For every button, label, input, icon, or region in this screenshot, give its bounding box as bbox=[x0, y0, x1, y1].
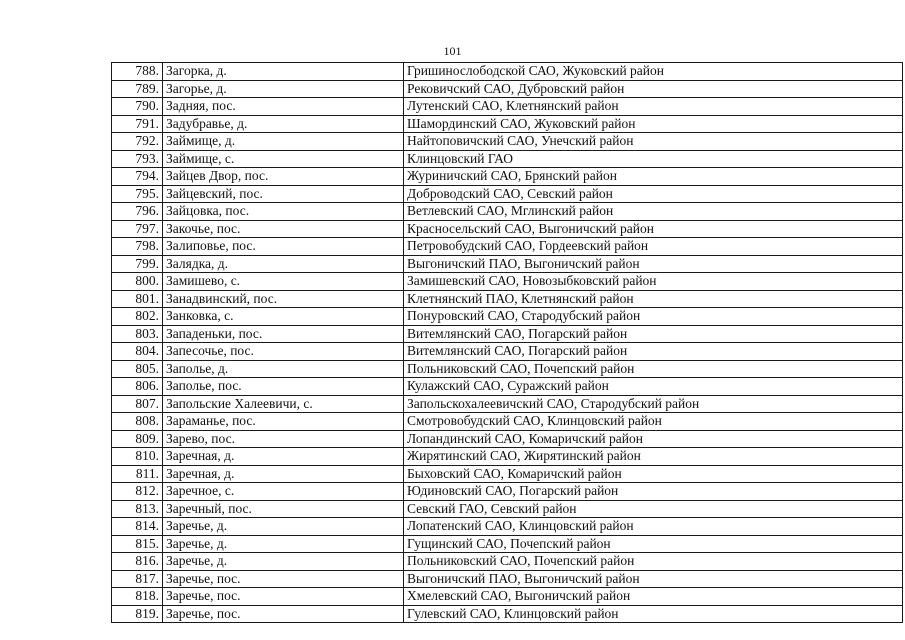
settlement-name-cell: Заречная, д. bbox=[163, 465, 404, 483]
row-number-cell: 791. bbox=[112, 115, 163, 133]
settlement-name-cell: Зайцевский, пос. bbox=[163, 185, 404, 203]
administrative-unit-cell: Гришинослободской САО, Жуковский район bbox=[404, 63, 903, 81]
row-number-cell: 789. bbox=[112, 80, 163, 98]
settlement-name-cell: Залиповье, пос. bbox=[163, 238, 404, 256]
settlement-name-cell: Зарево, пос. bbox=[163, 430, 404, 448]
row-number-cell: 790. bbox=[112, 98, 163, 116]
administrative-unit-cell: Рековичский САО, Дубровский район bbox=[404, 80, 903, 98]
administrative-unit-cell: Доброводский САО, Севский район bbox=[404, 185, 903, 203]
row-number-cell: 807. bbox=[112, 395, 163, 413]
row-number-cell: 798. bbox=[112, 238, 163, 256]
row-number-cell: 813. bbox=[112, 500, 163, 518]
settlement-name-cell: Заречье, д. bbox=[163, 518, 404, 536]
table-row bbox=[112, 483, 903, 501]
administrative-unit-cell: Шамординский САО, Жуковский район bbox=[404, 115, 903, 133]
administrative-unit-cell: Красносельский САО, Выгоничский район bbox=[404, 220, 903, 238]
table-row bbox=[112, 220, 903, 238]
table-row bbox=[112, 343, 903, 361]
table-row bbox=[112, 150, 903, 168]
settlement-name-cell: Займище, д. bbox=[163, 133, 404, 151]
administrative-unit-cell: Журиничский САО, Брянский район bbox=[404, 168, 903, 186]
administrative-unit-cell: Быховский САО, Комаричский район bbox=[404, 465, 903, 483]
table-row bbox=[112, 80, 903, 98]
administrative-unit-cell: Петровобудский САО, Гордеевский район bbox=[404, 238, 903, 256]
table-row bbox=[112, 518, 903, 536]
administrative-unit-cell: Ветлевский САО, Мглинский район bbox=[404, 203, 903, 221]
table-row bbox=[112, 395, 903, 413]
administrative-unit-cell: Лутенский САО, Клетнянский район bbox=[404, 98, 903, 116]
table-row bbox=[112, 378, 903, 396]
settlement-name-cell: Заполье, д. bbox=[163, 360, 404, 378]
administrative-unit-cell: Лопатенский САО, Клинцовский район bbox=[404, 518, 903, 536]
table-row bbox=[112, 570, 903, 588]
administrative-unit-cell: Витемлянский САО, Погарский район bbox=[404, 325, 903, 343]
row-number-cell: 811. bbox=[112, 465, 163, 483]
administrative-unit-cell: Хмелевский САО, Выгоничский район bbox=[404, 588, 903, 606]
administrative-unit-cell: Выгоничский ПАО, Выгоничский район bbox=[404, 570, 903, 588]
settlement-name-cell: Займище, с. bbox=[163, 150, 404, 168]
settlement-name-cell: Закочье, пос. bbox=[163, 220, 404, 238]
row-number-cell: 799. bbox=[112, 255, 163, 273]
table-row bbox=[112, 465, 903, 483]
table-row bbox=[112, 605, 903, 623]
row-number-cell: 793. bbox=[112, 150, 163, 168]
settlement-name-cell: Заречный, пос. bbox=[163, 500, 404, 518]
table-row bbox=[112, 255, 903, 273]
table-body bbox=[112, 63, 903, 623]
administrative-unit-cell: Запольскохалеевичский САО, Стародубский район bbox=[404, 395, 903, 413]
row-number-cell: 802. bbox=[112, 308, 163, 326]
settlement-name-cell: Заречье, пос. bbox=[163, 588, 404, 606]
administrative-unit-cell: Гулевский САО, Клинцовский район bbox=[404, 605, 903, 623]
table-row bbox=[112, 308, 903, 326]
table-row bbox=[112, 290, 903, 308]
table-row bbox=[112, 413, 903, 431]
row-number-cell: 796. bbox=[112, 203, 163, 221]
administrative-unit-cell: Польниковский САО, Почепский район bbox=[404, 553, 903, 571]
settlement-name-cell: Задняя, пос. bbox=[163, 98, 404, 116]
administrative-unit-cell: Смотровобудский САО, Клинцовский район bbox=[404, 413, 903, 431]
row-number-cell: 800. bbox=[112, 273, 163, 291]
row-number-cell: 792. bbox=[112, 133, 163, 151]
table-row bbox=[112, 553, 903, 571]
row-number-cell: 817. bbox=[112, 570, 163, 588]
row-number-cell: 810. bbox=[112, 448, 163, 466]
settlement-name-cell: Заполье, пос. bbox=[163, 378, 404, 396]
table-row bbox=[112, 98, 903, 116]
row-number-cell: 809. bbox=[112, 430, 163, 448]
table-row bbox=[112, 133, 903, 151]
table-row bbox=[112, 63, 903, 81]
administrative-unit-cell: Лопандинский САО, Комаричский район bbox=[404, 430, 903, 448]
administrative-unit-cell: Гущинский САО, Почепский район bbox=[404, 535, 903, 553]
settlement-name-cell: Загорка, д. bbox=[163, 63, 404, 81]
page-number: 101 bbox=[443, 44, 462, 58]
settlement-name-cell: Зайцовка, пос. bbox=[163, 203, 404, 221]
table-row bbox=[112, 448, 903, 466]
administrative-unit-cell: Польниковский САО, Почепский район bbox=[404, 360, 903, 378]
administrative-unit-cell: Выгоничский ПАО, Выгоничский район bbox=[404, 255, 903, 273]
row-number-cell: 814. bbox=[112, 518, 163, 536]
table-row bbox=[112, 273, 903, 291]
table-row bbox=[112, 325, 903, 343]
administrative-unit-cell: Замишевский САО, Новозыбковский район bbox=[404, 273, 903, 291]
table-row bbox=[112, 588, 903, 606]
table-row bbox=[112, 168, 903, 186]
row-number-cell: 815. bbox=[112, 535, 163, 553]
settlement-name-cell: Заречное, с. bbox=[163, 483, 404, 501]
settlement-name-cell: Запесочье, пос. bbox=[163, 343, 404, 361]
row-number-cell: 795. bbox=[112, 185, 163, 203]
settlement-name-cell: Задубравье, д. bbox=[163, 115, 404, 133]
settlement-name-cell: Занадвинский, пос. bbox=[163, 290, 404, 308]
settlement-name-cell: Зараманье, пос. bbox=[163, 413, 404, 431]
table-row bbox=[112, 500, 903, 518]
row-number-cell: 801. bbox=[112, 290, 163, 308]
settlement-name-cell: Западеньки, пос. bbox=[163, 325, 404, 343]
row-number-cell: 794. bbox=[112, 168, 163, 186]
settlement-name-cell: Залядка, д. bbox=[163, 255, 404, 273]
row-number-cell: 808. bbox=[112, 413, 163, 431]
administrative-unit-cell: Найтоповичский САО, Унечский район bbox=[404, 133, 903, 151]
table-row bbox=[112, 238, 903, 256]
row-number-cell: 806. bbox=[112, 378, 163, 396]
administrative-unit-cell: Юдиновский САО, Погарский район bbox=[404, 483, 903, 501]
row-number-cell: 803. bbox=[112, 325, 163, 343]
settlement-name-cell: Заречье, д. bbox=[163, 553, 404, 571]
table-row bbox=[112, 430, 903, 448]
settlement-name-cell: Запольские Халеевичи, с. bbox=[163, 395, 404, 413]
row-number-cell: 818. bbox=[112, 588, 163, 606]
settlement-name-cell: Заречье, д. bbox=[163, 535, 404, 553]
table-row bbox=[112, 185, 903, 203]
settlement-name-cell: Зайцев Двор, пос. bbox=[163, 168, 404, 186]
settlement-name-cell: Загорье, д. bbox=[163, 80, 404, 98]
administrative-unit-cell: Витемлянский САО, Погарский район bbox=[404, 343, 903, 361]
table-row bbox=[112, 203, 903, 221]
administrative-unit-cell: Клинцовский ГАО bbox=[404, 150, 903, 168]
administrative-unit-cell: Севский ГАО, Севский район bbox=[404, 500, 903, 518]
administrative-unit-cell: Жирятинский САО, Жирятинский район bbox=[404, 448, 903, 466]
settlement-name-cell: Замишево, с. bbox=[163, 273, 404, 291]
table-row bbox=[112, 535, 903, 553]
administrative-unit-cell: Кулажский САО, Суражский район bbox=[404, 378, 903, 396]
row-number-cell: 804. bbox=[112, 343, 163, 361]
settlement-name-cell: Занковка, с. bbox=[163, 308, 404, 326]
row-number-cell: 819. bbox=[112, 605, 163, 623]
table-row bbox=[112, 360, 903, 378]
administrative-unit-cell: Понуровский САО, Стародубский район bbox=[404, 308, 903, 326]
settlement-name-cell: Заречье, пос. bbox=[163, 605, 404, 623]
table-row bbox=[112, 115, 903, 133]
row-number-cell: 812. bbox=[112, 483, 163, 501]
row-number-cell: 797. bbox=[112, 220, 163, 238]
row-number-cell: 816. bbox=[112, 553, 163, 571]
settlement-name-cell: Заречье, пос. bbox=[163, 570, 404, 588]
settlements-table bbox=[111, 62, 903, 623]
row-number-cell: 788. bbox=[112, 63, 163, 81]
settlement-name-cell: Заречная, д. bbox=[163, 448, 404, 466]
administrative-unit-cell: Клетнянский ПАО, Клетнянский район bbox=[404, 290, 903, 308]
row-number-cell: 805. bbox=[112, 360, 163, 378]
